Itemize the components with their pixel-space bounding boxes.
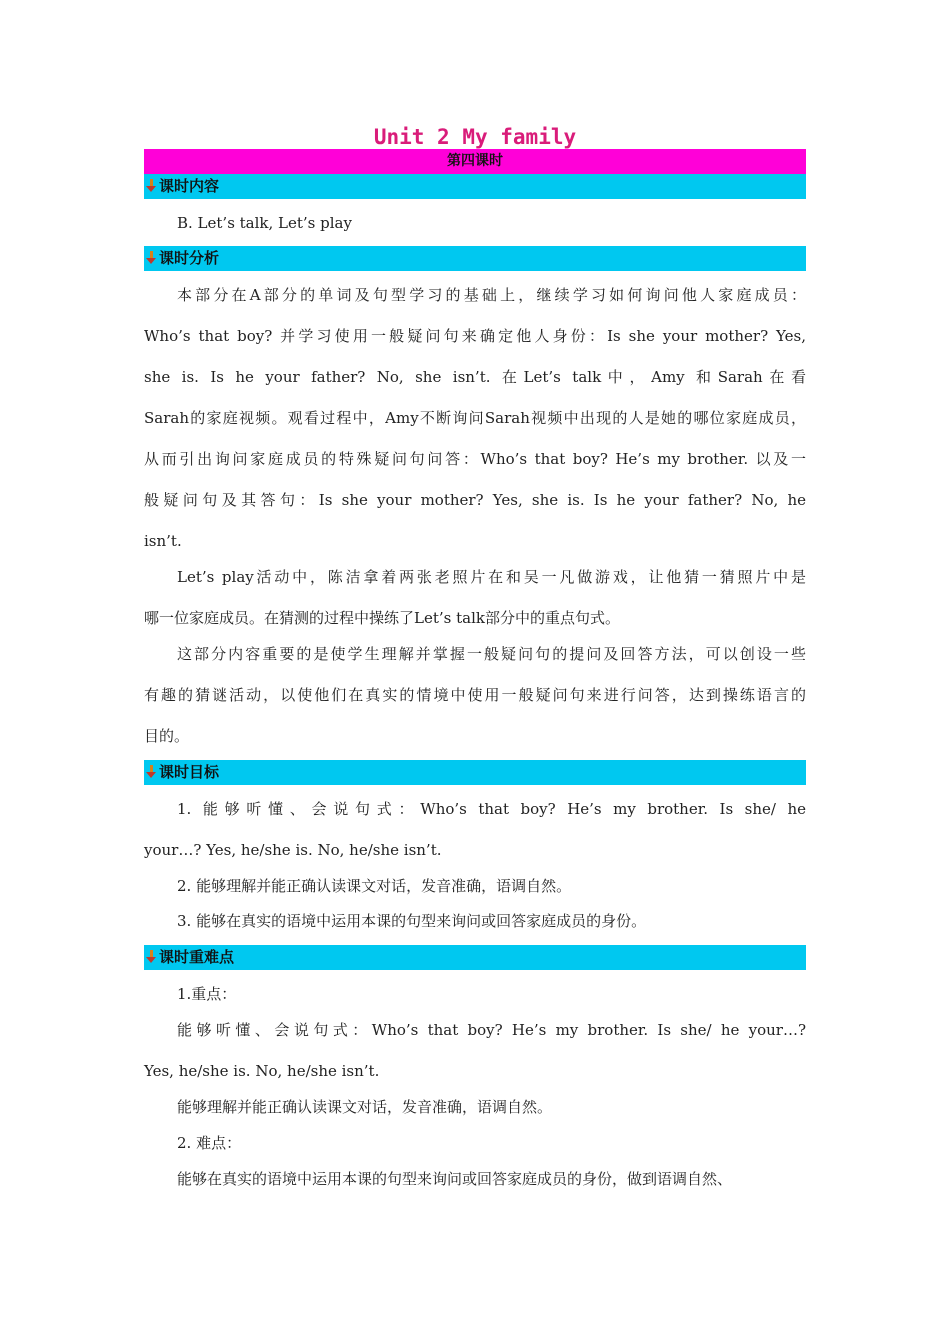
paragraph-line: Who’s that boy? 并学习使用一般疑问句来确定他人身份：Is she your mother? Yes,	[144, 327, 806, 345]
paragraph-line: she is. Is he your father? No, she isn’t. 在Let’s talk中，Amy 和Sarah在看	[144, 368, 806, 386]
paragraph-line: 1.重点：	[177, 985, 237, 1003]
paragraph-line: 从而引出询问家庭成员的特殊疑问句问答：Who’s that boy? He’s my brother. 以及一	[144, 450, 806, 468]
paragraph-line: 能够听懂、会说句式：Who’s that boy? He’s my brother. Is she/ he your…?	[177, 1021, 806, 1039]
paragraph-line: 能够理解并能正确认读课文对话，发音准确，语调自然。	[177, 1098, 553, 1116]
paragraph-line: 哪一位家庭成员。在猜测的过程中操练了Let’s talk部分中的重点句式。	[144, 609, 620, 627]
paragraph-line: 般疑问句及其答句：Is she your mother? Yes, she is. Is he your father? No, he	[144, 491, 806, 509]
paragraph-line: your…? Yes, he/she is. No, he/she isn’t.	[144, 841, 442, 859]
down-arrow-icon	[145, 179, 157, 193]
paragraph-line: 目的。	[144, 727, 190, 745]
paragraph-line: 本部分在A部分的单词及句型学习的基础上，继续学习如何询问他人家庭成员：	[177, 286, 806, 304]
section-title: 课时重难点	[159, 948, 235, 966]
section-title: 课时内容	[159, 177, 220, 195]
section-header-content	[144, 174, 806, 199]
paragraph-line: 2. 难点：	[177, 1134, 242, 1152]
paragraph-line: 这部分内容重要的是使学生理解并掌握一般疑问句的提问及回答方法，可以创设一些	[177, 645, 806, 663]
paragraph-line: Sarah的家庭视频。观看过程中，Amy不断询问Sarah视频中出现的人是她的哪位家庭成员，	[144, 409, 806, 427]
document-title: Unit 2 My family	[373, 125, 577, 149]
section-header-analysis	[144, 246, 806, 271]
down-arrow-icon	[145, 765, 157, 779]
paragraph-line: Yes, he/she is. No, he/she isn’t.	[144, 1062, 380, 1080]
paragraph-line: 有趣的猜谜活动，以使他们在真实的情境中使用一般疑问句来进行问答，达到操练语言的	[144, 686, 806, 704]
section-title: 课时目标	[159, 763, 220, 781]
paragraph-line: 1. 能够听懂、会说句式：Who’s that boy? He’s my brother. Is she/ he	[177, 800, 806, 818]
section-header-keypoints	[144, 945, 806, 970]
paragraph-line: 能够在真实的语境中运用本课的句型来询问或回答家庭成员的身份，做到语调自然、	[177, 1170, 733, 1188]
paragraph-line: isn’t.	[144, 532, 182, 550]
section-header-objectives	[144, 760, 806, 785]
paragraph-line: 3. 能够在真实的语境中运用本课的句型来询问或回答家庭成员的身份。	[177, 912, 647, 930]
down-arrow-icon	[145, 950, 157, 964]
paragraph-line: Let’s play活动中，陈洁拿着两张老照片在和吴一凡做游戏，让他猜一猜照片中是	[177, 568, 806, 586]
section-title: 课时分析	[159, 249, 220, 267]
down-arrow-icon	[145, 251, 157, 265]
paragraph-line: 2. 能够理解并能正确认读课文对话，发音准确，语调自然。	[177, 877, 572, 895]
lesson-banner: 第四课时	[144, 149, 806, 174]
paragraph-line: B. Let’s talk, Let’s play	[177, 214, 352, 232]
